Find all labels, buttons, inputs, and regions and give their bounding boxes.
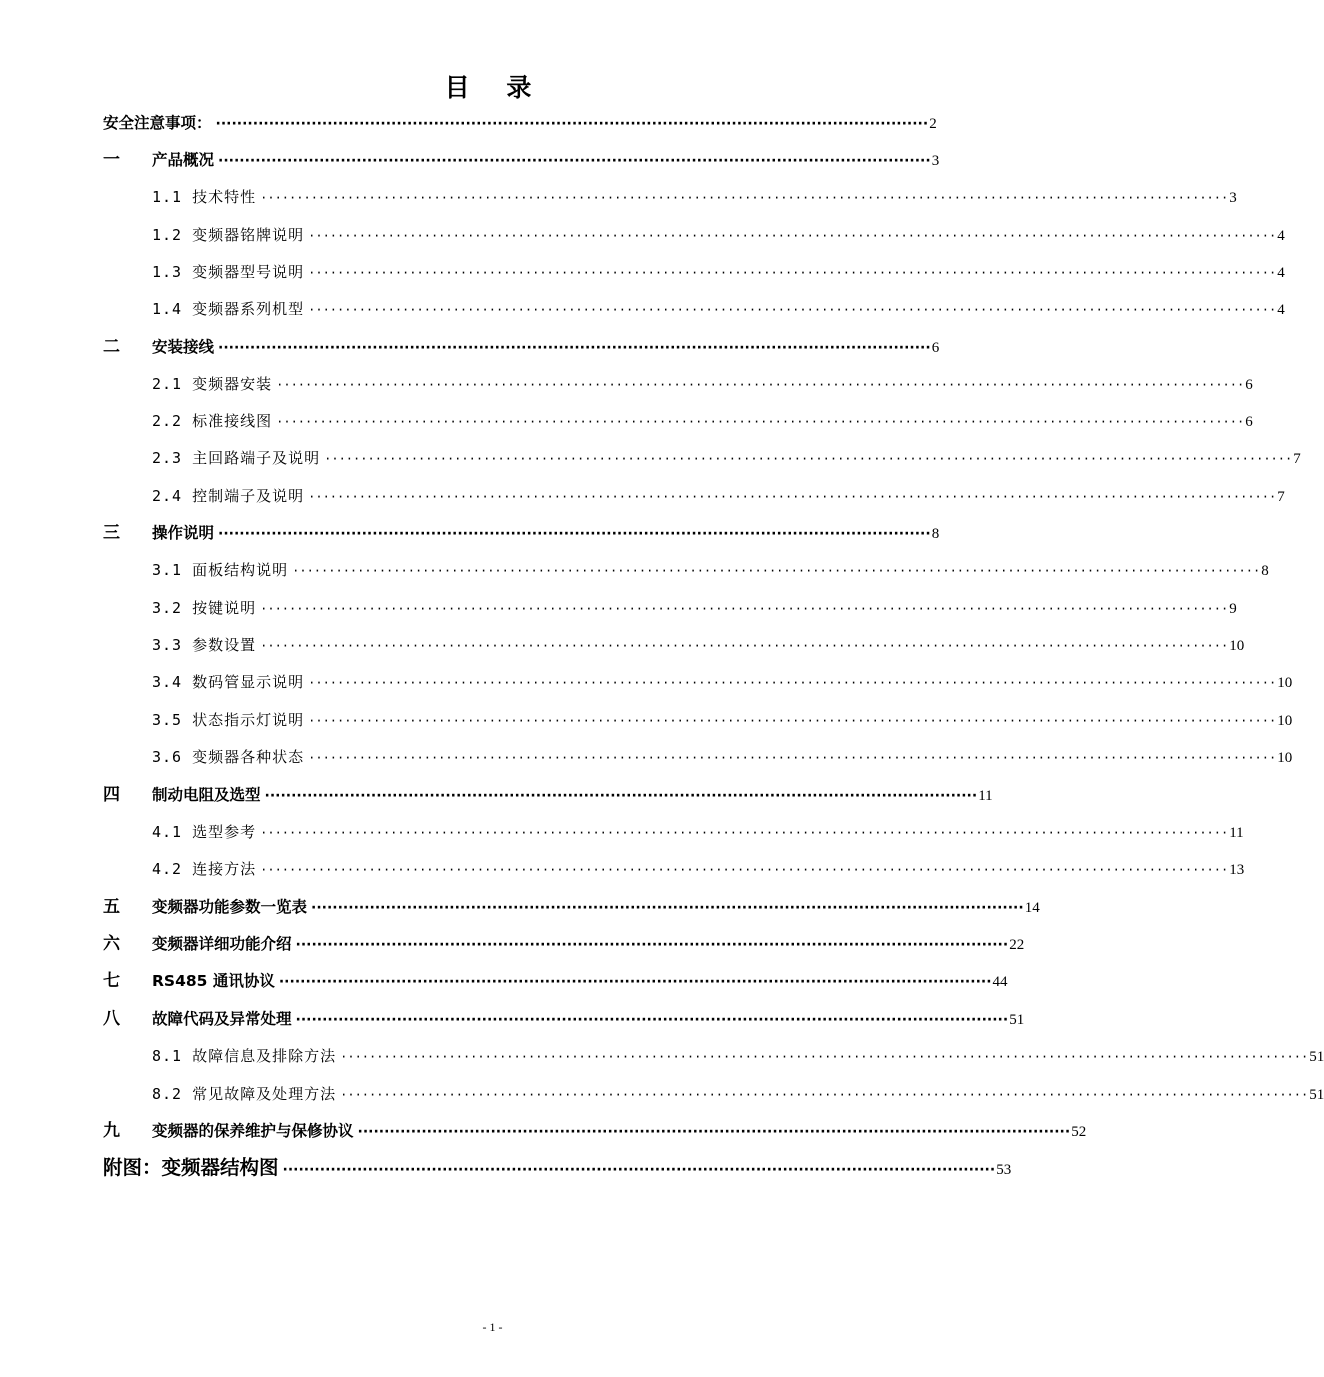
- chapter-number: 五: [103, 897, 120, 917]
- toc-entry[interactable]: [0, 855, 1245, 883]
- toc-page-number: 51: [1009, 1012, 1025, 1028]
- dot-leader: ······································································································································: [357, 1124, 1071, 1140]
- chapter-number: 七: [103, 971, 120, 991]
- toc-page-number: 4: [1277, 228, 1285, 244]
- toc-page-number: 6: [1245, 414, 1253, 430]
- dot-leader: ······································································································································: [311, 900, 1024, 916]
- toc-page-number: 8: [931, 526, 940, 542]
- dot-leader: ······································································································································: [308, 714, 1277, 728]
- toc-entry[interactable]: [0, 631, 1245, 659]
- toc-entry-title: 产品概况: [152, 151, 215, 169]
- dot-leader: ······································································································································: [276, 378, 1245, 392]
- toc-entry-title: 变频器功能参数一览表: [152, 898, 308, 916]
- toc-page-number: 6: [931, 340, 940, 356]
- toc-entry-title: 8.1 故障信息及排除方法: [152, 1047, 337, 1065]
- toc-entry[interactable]: [0, 1154, 1012, 1182]
- toc-entry[interactable]: [0, 594, 1237, 622]
- page-number: - 1 -: [482, 1320, 503, 1334]
- toc-entry[interactable]: [0, 706, 1293, 734]
- toc-entry[interactable]: [0, 519, 950, 547]
- toc-entry[interactable]: [0, 370, 1253, 398]
- dot-leader: ······································································································································: [308, 751, 1277, 765]
- toc-entry-title: 制动电阻及选型: [152, 786, 261, 804]
- chapter-number: 三: [103, 523, 120, 543]
- dot-leader: ······································································································································: [218, 153, 931, 169]
- dot-leader: ······································································································································: [295, 937, 1009, 953]
- dot-leader: ······································································································································: [278, 974, 992, 990]
- toc-entry-title: 安全注意事项：: [103, 114, 212, 132]
- dot-leader: ······································································································································: [260, 191, 1229, 205]
- toc-entry-title: 3.4 数码管显示说明: [152, 673, 305, 691]
- toc-entry[interactable]: [0, 668, 1293, 696]
- toc-entry-title: 1.4 变频器系列机型: [152, 300, 305, 318]
- toc-page-number: 14: [1024, 900, 1040, 916]
- toc-entry-title: 变频器详细功能介绍: [152, 935, 292, 953]
- toc-page-number: 44: [992, 974, 1008, 990]
- toc-entry-title: 3.6 变频器各种状态: [152, 748, 305, 766]
- toc-entry[interactable]: [0, 183, 1237, 211]
- chapter-number: 二: [103, 337, 120, 357]
- toc-entry-title: 3.5 状态指示灯说明: [152, 711, 305, 729]
- dot-leader: ······································································································································: [308, 266, 1277, 280]
- toc-page-number: 11: [978, 788, 993, 804]
- toc-entry-title: 变频器的保养维护与保修协议: [152, 1122, 354, 1140]
- toc-page-number: 10: [1229, 638, 1245, 654]
- dot-leader: ······································································································································: [215, 116, 929, 132]
- toc-entry-title: 1.1 技术特性: [152, 188, 257, 206]
- toc-page-number: 52: [1071, 1124, 1087, 1140]
- dot-leader: ······································································································································: [295, 1012, 1009, 1028]
- toc-page-number: 13: [1229, 862, 1245, 878]
- toc-page-number: 11: [1229, 825, 1244, 841]
- dot-leader: ······································································································································: [260, 863, 1229, 877]
- toc-page-number: 51: [1309, 1049, 1324, 1065]
- toc-page-number: 7: [1277, 489, 1285, 505]
- dot-leader: ······································································································································: [308, 490, 1277, 504]
- toc-entry[interactable]: [0, 967, 1008, 995]
- toc-page-number: 3: [931, 153, 940, 169]
- toc-page-number: 10: [1277, 713, 1293, 729]
- dot-leader: ······································································································································: [260, 826, 1229, 840]
- toc-entry-title: RS485 通讯协议: [152, 972, 275, 990]
- dot-leader: ······································································································································: [308, 229, 1277, 243]
- toc-page-number: 4: [1277, 265, 1285, 281]
- toc-entry-title: 1.3 变频器型号说明: [152, 263, 305, 281]
- toc-entry[interactable]: [0, 1117, 1087, 1145]
- toc-entry-title: 操作说明: [152, 524, 215, 542]
- toc-entry[interactable]: [0, 221, 1285, 249]
- chapter-number: 一: [103, 150, 120, 170]
- toc-entry[interactable]: [0, 743, 1293, 771]
- toc-entry-title: 2.4 控制端子及说明: [152, 487, 305, 505]
- dot-leader: ······································································································································: [292, 564, 1261, 578]
- toc-page-number: 22: [1009, 937, 1025, 953]
- toc-entry[interactable]: [0, 930, 1025, 958]
- toc-entry-title: 3.1 面板结构说明: [152, 561, 289, 579]
- chapter-number: 六: [103, 934, 120, 954]
- toc-entry[interactable]: [0, 781, 993, 809]
- toc-page-number: 7: [1293, 451, 1301, 467]
- toc-entry[interactable]: [0, 146, 950, 174]
- toc-entry-title: 2.3 主回路端子及说明: [152, 449, 321, 467]
- toc-page-number: 3: [1229, 190, 1237, 206]
- toc-entry-title: 4.2 连接方法: [152, 860, 257, 878]
- toc-page-number: 4: [1277, 302, 1285, 318]
- dot-leader: ······································································································································: [260, 602, 1229, 616]
- toc-entry-title: 2.2 标准接线图: [152, 412, 273, 430]
- dot-leader: ······································································································································: [308, 303, 1277, 317]
- toc-entry[interactable]: [0, 444, 1301, 472]
- toc-entry-title: 安装接线: [152, 338, 215, 356]
- dot-leader: ······································································································································: [282, 1162, 996, 1178]
- page-title: 目 录: [444, 73, 546, 102]
- toc-entry[interactable]: [0, 1080, 1324, 1108]
- toc-page-number: 9: [1229, 601, 1237, 617]
- toc-entry-title: 1.2 变频器铭牌说明: [152, 226, 305, 244]
- dot-leader: ······································································································································: [324, 452, 1293, 466]
- dot-leader: ······································································································································: [340, 1050, 1309, 1064]
- dot-leader: ······································································································································: [260, 639, 1229, 653]
- dot-leader: ······································································································································: [308, 676, 1277, 690]
- toc-entry[interactable]: [0, 1042, 1324, 1070]
- chapter-number: 八: [103, 1009, 120, 1029]
- dot-leader: ······································································································································: [340, 1088, 1309, 1102]
- dot-leader: ······································································································································: [276, 415, 1245, 429]
- toc-page-number: 6: [1245, 377, 1253, 393]
- toc-entry[interactable]: [0, 818, 1244, 846]
- toc-page-number: 8: [1261, 563, 1269, 579]
- chapter-number: 九: [103, 1121, 120, 1141]
- toc-entry-title: 2.1 变频器安装: [152, 375, 273, 393]
- dot-leader: ······································································································································: [264, 788, 978, 804]
- toc-entry[interactable]: [0, 295, 1285, 323]
- chapter-number: 四: [103, 785, 120, 805]
- toc-page-number: 2: [929, 116, 937, 132]
- dot-leader: ······································································································································: [218, 526, 931, 542]
- toc-entry-title: 附图：变频器结构图: [103, 1156, 279, 1179]
- toc-entry[interactable]: [0, 556, 1269, 584]
- toc-entry-title: 8.2 常见故障及处理方法: [152, 1085, 337, 1103]
- toc-entry-title: 4.1 选型参考: [152, 823, 257, 841]
- toc-entry[interactable]: [0, 258, 1285, 286]
- toc-entry[interactable]: [0, 407, 1253, 435]
- toc-entry[interactable]: [0, 333, 950, 361]
- toc-page-number: 53: [996, 1162, 1012, 1178]
- toc-entry-title: 3.2 按键说明: [152, 599, 257, 617]
- toc-page-number: 51: [1309, 1087, 1324, 1103]
- toc-entry-title: 故障代码及异常处理: [152, 1010, 292, 1028]
- toc-entry[interactable]: [0, 1005, 1025, 1033]
- toc-page-number: 10: [1277, 750, 1293, 766]
- toc-entry[interactable]: [0, 109, 950, 137]
- toc-entry-title: 3.3 参数设置: [152, 636, 257, 654]
- toc-page-number: 10: [1277, 675, 1293, 691]
- dot-leader: ······································································································································: [218, 340, 931, 356]
- toc-entry[interactable]: [0, 893, 1040, 921]
- toc-entry[interactable]: [0, 482, 1285, 510]
